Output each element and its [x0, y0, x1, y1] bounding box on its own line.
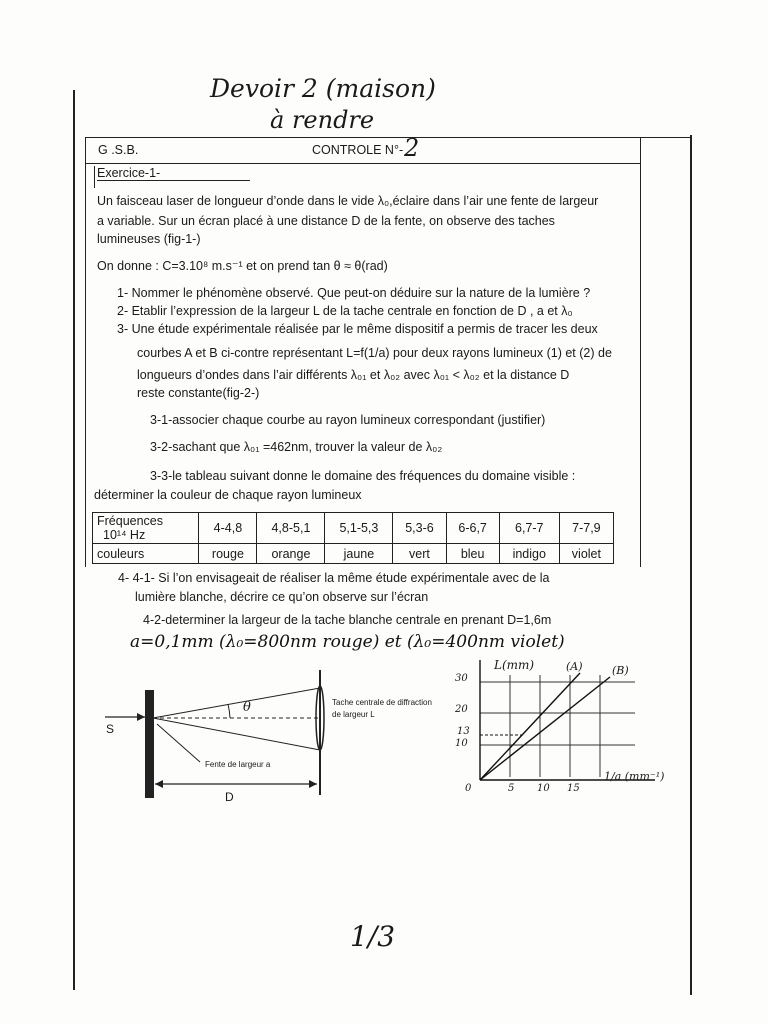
header-box-right [640, 137, 641, 567]
table-cell: 5,1-5,3 [325, 513, 393, 544]
handwritten-title: Devoir 2 (maison) [210, 74, 436, 103]
graph-curve-b-label: (B) [612, 664, 629, 677]
table-cell: indigo [499, 544, 559, 564]
page-number: 1/3 [350, 920, 396, 953]
question-3-3-line-2: déterminer la couleur de chaque rayon lumineux [94, 488, 362, 502]
question-3-3-line-1: 3-3-le tableau suivant donne le domaine des fréquences du domaine visible : [150, 469, 576, 483]
graph-x-tick: 5 [508, 783, 515, 794]
table-cell: orange [257, 544, 325, 564]
intro-line-3: lumineuses (fig-1-) [97, 232, 201, 246]
left-border [73, 90, 75, 990]
handwritten-given-values: a=0,1mm (λ₀=800nm rouge) et (λ₀=400nm violet) [130, 632, 565, 652]
beam-arrow-icon [137, 713, 145, 721]
table-cell: violet [559, 544, 613, 564]
intro-line-1: Un faisceau laser de longueur d’onde dans le vide λ₀,éclaire dans l’air une fente de largeur [97, 194, 599, 208]
table-cell: bleu [446, 544, 499, 564]
table-cell: 4-4,8 [199, 513, 257, 544]
graph-x-tick: 15 [567, 783, 580, 794]
table-cell: vert [393, 544, 446, 564]
graph-y-tick: 13 [457, 726, 470, 737]
table-cell: jaune [325, 544, 393, 564]
controle-number: 2 [404, 134, 420, 162]
source-label: S [106, 722, 115, 736]
table-cell: 7-7,9 [559, 513, 613, 544]
distance-arrow-left-icon [155, 780, 163, 788]
curve-a [480, 673, 580, 780]
graph-y-axis-label: L(mm) [494, 658, 535, 672]
table-header-colors: couleurs [93, 544, 199, 564]
top-border [85, 137, 690, 138]
intro-line-2: a variable. Sur un écran placé à une distance D de la fente, on observe des taches [97, 214, 555, 228]
right-border [690, 135, 692, 995]
slit-pointer [157, 724, 200, 762]
diffraction-setup-figure [95, 660, 455, 820]
diffraction-ray-upper [153, 688, 320, 718]
question-3-line-2: courbes A et B ci-contre représentant L=f(1/a) pour deux rayons lumineux (1) et (2) de [137, 346, 612, 360]
table-cell: 6-6,7 [446, 513, 499, 544]
frequency-table [92, 512, 614, 564]
frequency-label: Fréquences [97, 514, 164, 528]
question-3-line-3: longueurs d’ondes dans l’air différents λ₀₁ et λ₀₂ avec λ₀₁ < λ₀₂ et la distance D [137, 368, 570, 382]
frequency-unit: 10¹⁴ Hz [103, 528, 146, 542]
slit-label: Fente de largeur a [205, 760, 271, 769]
handwritten-subtitle: à rendre [270, 106, 375, 134]
graph-x-tick: 10 [537, 783, 550, 794]
question-4-1-line-1: 4- 4-1- Si l’on envisageait de réaliser la même étude expérimentale avec de la [118, 571, 550, 585]
diffraction-ray-lower [153, 718, 320, 750]
given-data: On donne : C=3.10⁸ m.s⁻¹ et on prend tan θ ≈ θ(rad) [97, 259, 388, 273]
graph-curve-a-label: (A) [566, 660, 583, 673]
header-box-left [85, 137, 86, 567]
question-3-line-1: 3- Une étude expérimentale réalisée par le même dispositif a permis de tracer les deux [117, 322, 598, 336]
question-2: 2- Etablir l’expression de la largeur L de la tache centrale en fonction de D , a et λ₀ [117, 304, 573, 318]
graph-x-axis-label: 1/a (mm⁻¹) [604, 770, 665, 783]
controle-label: CONTROLE N°- [312, 143, 404, 157]
header-divider [85, 163, 640, 164]
table-cell: 5,3-6 [393, 513, 446, 544]
table-cell: 4,8-5,1 [257, 513, 325, 544]
question-4-1-line-2: lumière blanche, décrire ce qu’on observe sur l’écran [135, 590, 429, 604]
question-4-2: 4-2-determiner la largeur de la tache blanche centrale en prenant D=1,6m [143, 613, 552, 627]
distance-arrow-right-icon [309, 780, 317, 788]
graph-y-tick: 30 [455, 673, 468, 684]
table-cell: 6,7-7 [499, 513, 559, 544]
graph-y-tick: 20 [455, 704, 468, 715]
graph-y-tick: 10 [455, 738, 468, 749]
exercise-title-divider [94, 166, 95, 188]
angle-label: θ [243, 700, 251, 715]
exercise-title: Exercice-1- [97, 166, 250, 181]
question-1: 1- Nommer le phénomène observé. Que peut-on déduire sur la nature de la lumière ? [117, 286, 591, 300]
question-3-1: 3-1-associer chaque courbe au rayon lumineux correspondant (justifier) [150, 413, 546, 427]
screen-label-1: Tache centrale de diffraction [332, 698, 432, 707]
distance-label: D [225, 790, 234, 804]
table-header-frequencies [93, 513, 199, 544]
graph-x-tick: 0 [465, 783, 472, 794]
angle-arc [228, 704, 230, 718]
question-3-line-4: reste constante(fig-2-) [137, 386, 260, 400]
table-row-colors [93, 544, 614, 564]
curve-b [480, 677, 610, 780]
question-3-2: 3-2-sachant que λ₀₁ =462nm, trouver la valeur de λ₀₂ [150, 440, 443, 454]
table-row-frequencies [93, 513, 614, 544]
screen-label-2: de largeur L [332, 710, 375, 719]
slit-plate [145, 690, 154, 798]
school-label: G .S.B. [98, 143, 139, 157]
table-cell: rouge [199, 544, 257, 564]
